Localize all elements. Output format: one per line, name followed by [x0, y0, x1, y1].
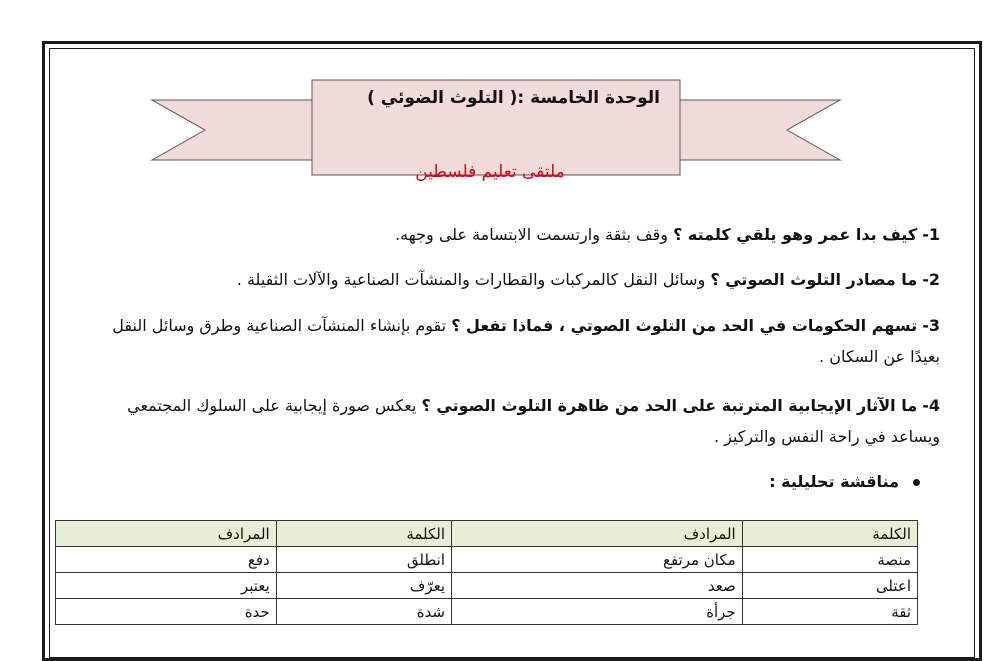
question-2: 2- ما مصادر التلوث الصوتي ؟ وسائل النقل كالمركبات والقطارات والمنشآت الصناعية والآلات الثقيلة .	[236, 270, 940, 289]
answer-text: تقوم بإنشاء المنشآت الصناعية وطرق وسائل النقل بعيدًا عن السكان .	[112, 316, 940, 366]
table-cell: صعد	[452, 573, 743, 599]
table-cell: يعتبر	[56, 573, 277, 599]
table-cell: منصة	[742, 547, 917, 573]
question-text: تسهم الحكومات في الحد من التلوث الصوتي ، فماذا تفعل ؟	[451, 316, 918, 335]
column-header: الكلمة	[276, 521, 451, 547]
column-header: الكلمة	[742, 521, 917, 547]
table-row	[56, 547, 918, 573]
question-text: ما مصادر التلوث الصوتي ؟	[710, 270, 918, 289]
answer-text: وقف بثقة وارتسمت الابتسامة على وجهه.	[395, 225, 668, 244]
table-row	[56, 599, 918, 625]
table-cell: دفع	[56, 547, 277, 573]
source-watermark-text: ملتقى تعليم فلسطين	[415, 162, 565, 182]
table-cell: حدة	[56, 599, 277, 625]
question-text: كيف بدا عمر وهو يلقي كلمته ؟	[673, 225, 918, 244]
table-cell: ثقة	[742, 599, 917, 625]
table-cell: جرأة	[452, 599, 743, 625]
table-header-row	[56, 521, 918, 547]
column-header: المرادف	[56, 521, 277, 547]
answer-text: يعكس صورة إيجابية على السلوك المجتمعي ويساعد في راحة النفس والتركيز .	[127, 396, 940, 446]
question-3: 3- تسهم الحكومات في الحد من التلوث الصوتي ، فماذا تفعل ؟ تقوم بإنشاء المنشآت الصناعية وطرق وسائل النقل بعيدًا عن السكان .	[112, 316, 940, 366]
answer-text: وسائل النقل كالمركبات والقطارات والمنشآت الصناعية والآلات الثقيلة .	[236, 270, 706, 289]
bullet-icon	[913, 479, 920, 486]
table-cell: يعرّف	[276, 573, 451, 599]
table-cell: شدة	[276, 599, 451, 625]
question-1: 1- كيف بدا عمر وهو يلقي كلمته ؟ وقف بثقة وارتسمت الابتسامة على وجهه.	[395, 225, 940, 244]
question-4: 4- ما الآثار الإيجابية المترتبة على الحد من ظاهرة التلوث الصوتي ؟ يعكس صورة إيجابية على السلوك المجتمعي ويساعد في راحة النفس والتركيز .	[127, 396, 940, 446]
table-cell: اعتلى	[742, 573, 917, 599]
vocabulary-table	[55, 520, 918, 625]
unit-title: الوحدة الخامسة :( التلوث الضوئي )	[367, 88, 660, 108]
discussion-heading: مناقشة تحليلية :	[740, 472, 920, 491]
table-cell: مكان مرتفع	[452, 547, 743, 573]
table-cell: انطلق	[276, 547, 451, 573]
table-row	[56, 573, 918, 599]
column-header: المرادف	[452, 521, 743, 547]
question-text: ما الآثار الإيجابية المترتبة على الحد من ظاهرة التلوث الصوتي ؟	[421, 396, 918, 415]
